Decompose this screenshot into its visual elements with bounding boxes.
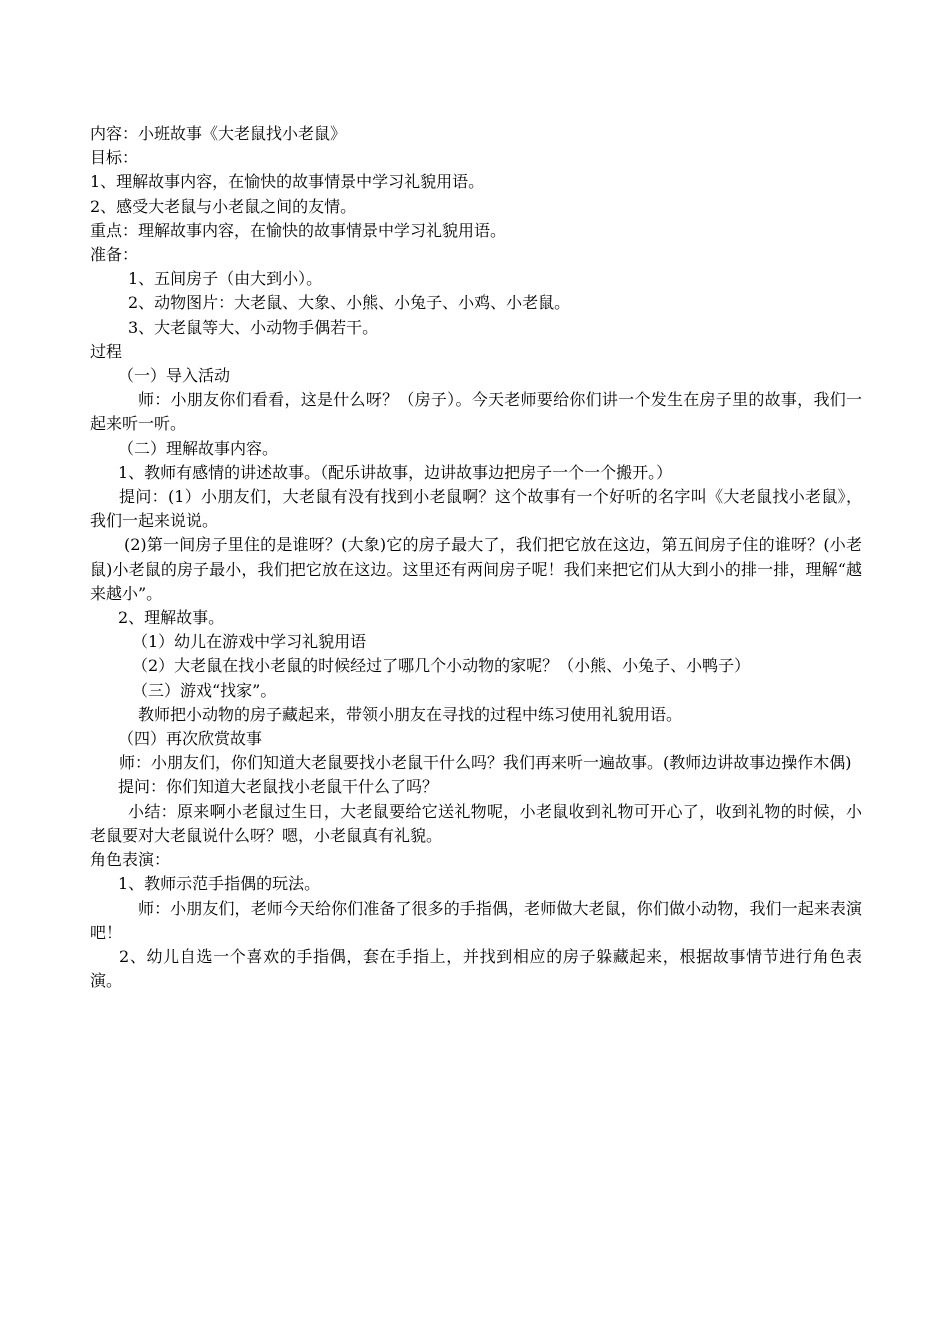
step-4-question: 提问：你们知道大老鼠找小老鼠干什么了吗？: [118, 777, 439, 797]
step-2-question-1: 提问：(1）小朋友们，大老鼠有没有找到小老鼠啊？这个故事有一个好听的名字叫《大老鼠找小老鼠》，我们一起来说说。: [90, 487, 862, 531]
step-4-text: 师：小朋友们，你们知道大老鼠要找小老鼠干什么吗？我们再来听一遍故事。(教师边讲故事边操作木偶): [119, 753, 852, 773]
step-2-item-2: 2、理解故事。: [118, 608, 225, 628]
goal-item-2: 2、感受大老鼠与小老鼠之间的友情。: [90, 196, 357, 216]
lesson-plan-body: [90, 122, 862, 993]
step-2-sub-1: （1）幼儿在游戏中学习礼貌用语: [132, 632, 367, 652]
role-item-1: 1、教师示范手指偶的玩法。: [118, 874, 321, 894]
step-1-text: 师：小朋友你们看看，这是什么呀？（房子）。今天老师要给你们讲一个发生在房子里的故事，我们一起来听一听。: [90, 390, 862, 434]
prep-item-1: 1、五间房子（由大到小）。: [128, 269, 323, 289]
content-line: 内容：小班故事《大老鼠找小老鼠》: [90, 124, 347, 143]
step-2-item-1: 1、教师有感情的讲述故事。（配乐讲故事，边讲故事边把房子一个一个搬开。）: [118, 462, 673, 482]
step-3-text: 教师把小动物的房子藏起来，带领小朋友在寻找的过程中练习使用礼貌用语。: [138, 704, 683, 724]
step-4-summary: 小结：原来啊小老鼠过生日，大老鼠要给它送礼物呢，小老鼠收到礼物可开心了，收到礼物的时候，小老鼠要对大老鼠说什么呀？嗯，小老鼠真有礼貌。: [90, 801, 862, 845]
role-item-1-text: 师：小朋友们，老师今天给你们准备了很多的手指偶，老师做大老鼠，你们做小动物，我们一起来表演吧！: [90, 898, 862, 942]
step-2-sub-2: （2）大老鼠在找小老鼠的时候经过了哪几个小动物的家呢？（小熊、小兔子、小鸭子）: [132, 656, 751, 676]
goal-item-1: 1、理解故事内容，在愉快的故事情景中学习礼貌用语。: [90, 172, 485, 192]
prep-item-2: 2、动物图片：大老鼠、大象、小熊、小兔子、小鸡、小老鼠。: [128, 293, 571, 313]
goals-heading: 目标：: [90, 148, 139, 168]
prep-item-3: 3、大老鼠等大、小动物手偶若干。: [128, 317, 379, 337]
step-4-title: （四）再次欣赏故事: [118, 729, 263, 749]
process-heading: 过程: [90, 341, 123, 361]
step-2-question-2: (2)第一间房子里住的是谁呀？(大象)它的房子最大了，我们把它放在这边，第五间房子住的谁呀？(小老鼠)小老鼠的房子最小，我们把它放在这边。这里还有两间房子呢！我们来把它们从大到小的排一排，理解“越来越小”。: [90, 535, 862, 603]
role-item-2: 2、幼儿自选一个喜欢的手指偶，套在手指上，并找到相应的房子躲藏起来，根据故事情节进行角色表演。: [90, 946, 862, 991]
prep-heading: 准备：: [90, 245, 139, 265]
role-heading: 角色表演：: [90, 850, 171, 870]
step-1-title: （一）导入活动: [118, 366, 231, 386]
focus-line: 重点：理解故事内容，在愉快的故事情景中学习礼貌用语。: [90, 220, 507, 240]
step-3-title: （三）游戏“找家”。: [132, 680, 277, 700]
step-2-title: （二）理解故事内容。: [118, 438, 279, 458]
